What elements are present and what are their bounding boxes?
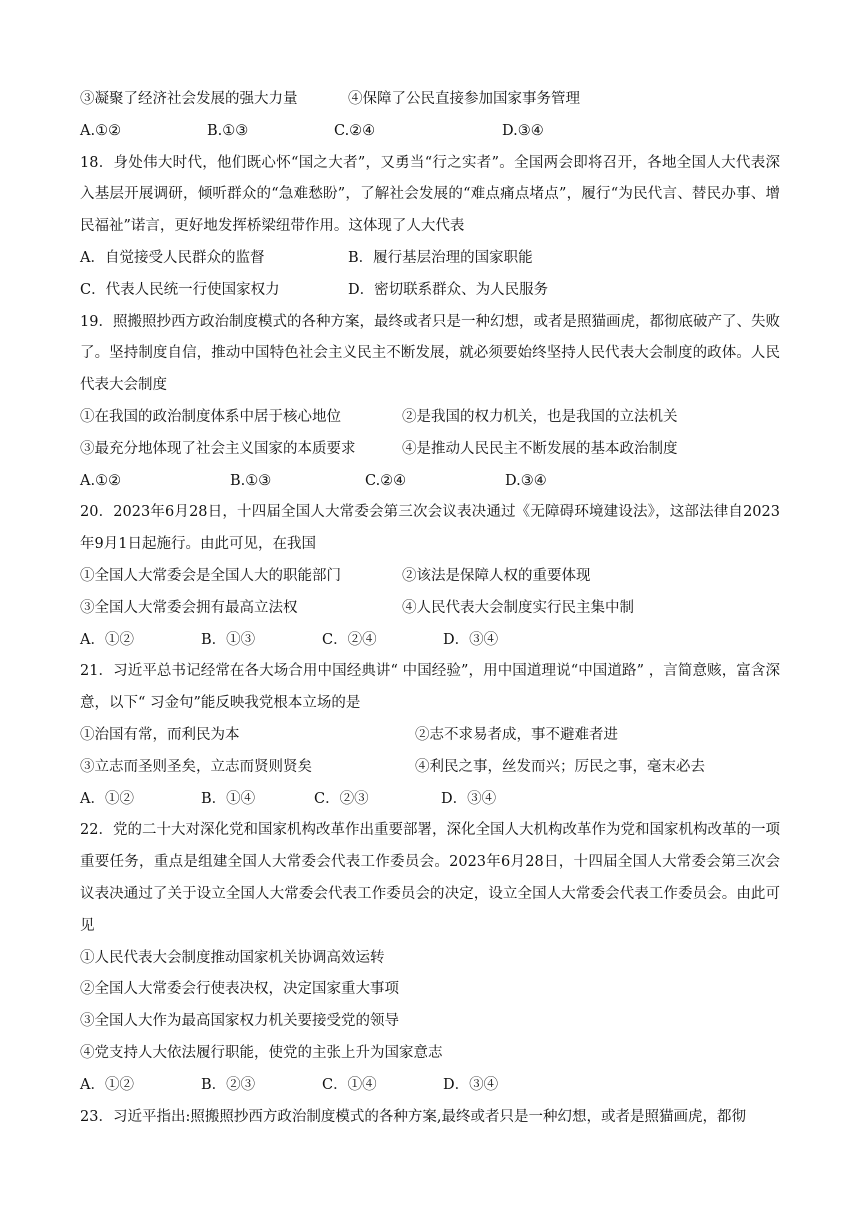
q19-option-4: ④是推动人民民主不断发展的基本政治制度 — [402, 440, 678, 457]
choice-a: A．①② — [80, 1076, 134, 1093]
choice-a: A．①② — [80, 631, 134, 648]
choice-a: A．①② — [80, 790, 134, 807]
q18-option-c: C．代表人民统一行使国家权力 — [80, 281, 280, 298]
q21-option-3: ③立志而圣则圣矣，立志而贤则贤矣 — [80, 758, 312, 775]
q17-option-4: ④保障了公民直接参加国家事务管理 — [348, 91, 580, 107]
q21-options-row-2 — [80, 752, 780, 784]
choice-b: B.①③ — [230, 472, 272, 489]
exam-page — [80, 84, 780, 1133]
q18-option-a: A．自觉接受人民群众的监督 — [80, 249, 265, 266]
q22-option-2: ②全国人大常委会行使表决权，决定国家重大事项 — [80, 981, 399, 998]
q22-option-1: ①人民代表大会制度推动国家机关协调高效运转 — [80, 949, 385, 966]
q20-option-1: ①全国人大常委会是全国人大的职能部门 — [80, 567, 341, 584]
choice-c: C.②④ — [365, 472, 407, 489]
q22-option-4: ④党支持人大依法履行职能，使党的主张上升为国家意志 — [80, 1044, 443, 1061]
q18-options-row-1 — [80, 243, 780, 275]
q17-choices — [80, 116, 780, 148]
q22-choices — [80, 1070, 780, 1102]
choice-c: C．②④ — [322, 631, 377, 648]
q22-option-3: ③全国人大作为最高国家权力机关要接受党的领导 — [80, 1013, 399, 1030]
choice-c: C.②④ — [334, 122, 376, 139]
q19-option-2: ②是我国的权力机关，也是我国的立法机关 — [402, 408, 678, 425]
q19-options-row-2 — [80, 434, 780, 466]
q21-option-2: ②志不求易者成，事不避难者进 — [415, 726, 618, 743]
q21-stem: 21．习近平总书记经常在各大场合用中国经典讲“ 中国经验”，用中国道理说“中国道路” ，言简意赅，富含深意，以下“ 习金句”能反映我党根本立场的是 — [80, 663, 780, 712]
q19-option-1: ①在我国的政治制度体系中居于核心地位 — [80, 408, 341, 425]
q21-options-row-1 — [80, 720, 780, 752]
q21-option-4: ④利民之事，丝发而兴；厉民之事，毫末必去 — [415, 758, 705, 775]
choice-a: A.①② — [80, 122, 122, 139]
q18-stem: 18．身处伟大时代，他们既心怀“国之大者”，又勇当“行之实者”。全国两会即将召开，各地全国人大代表深入基层开展调研，倾听群众的“急难愁盼”，了解社会发展的“难点痛点堵点”，履行“为民代言、替民办事、增民福祉”诺言，更好地发挥桥梁纽带作用。这体现了人大代表 — [80, 154, 780, 235]
choice-b: B．②③ — [201, 1076, 256, 1093]
choice-d: D.③④ — [505, 472, 547, 489]
choice-b: B.①③ — [207, 122, 249, 139]
q22-stem: 22．党的二十大对深化党和国家机构改革作出重要部署，深化全国人大机构改革作为党和国家机构改革的一项重要任务，重点是组建全国人大常委会代表工作委员会。2023年6月28日，十四届全国人大常委会第三次会议表决通过了关于设立全国人大常委会代表工作委员会的决定，设立全国人大常委会代表工作委员会。由此可见 — [80, 822, 780, 934]
q18-option-b: B．履行基层治理的国家职能 — [348, 249, 533, 266]
q20-options-row-2 — [80, 593, 780, 625]
q18-option-d: D．密切联系群众、为人民服务 — [348, 281, 549, 298]
q23-stem: 23．习近平指出:照搬照抄西方政治制度模式的各种方案,最终或者只是一种幻想，或者是照猫画虎，都彻 — [80, 1108, 746, 1125]
choice-b: B．①③ — [201, 631, 256, 648]
q19-stem: 19．照搬照抄西方政治制度模式的各种方案，最终或者只是一种幻想，或者是照猫画虎，都彻底破产了、失败了。坚持制度自信，推动中国特色社会主义民主不断发展，就必须要始终坚持人民代表大会制度的政体。人民代表大会制度 — [80, 313, 780, 394]
q19-choices — [80, 466, 780, 498]
q21-choices — [80, 784, 780, 816]
q20-stem: 20．2023年6月28日，十四届全国人大常委会第三次会议表决通过《无障碍环境建设法》，这部法律自2023年9月1日起施行。由此可见，在我国 — [80, 504, 780, 553]
q19-options-row-1 — [80, 402, 780, 434]
choice-d: D．③④ — [443, 1076, 499, 1093]
q18-options-row-2 — [80, 275, 780, 307]
choice-a: A.①② — [80, 472, 122, 489]
q17-options-row — [80, 84, 780, 116]
q20-option-2: ②该法是保障人权的重要体现 — [402, 567, 591, 584]
q20-option-4: ④人民代表大会制度实行民主集中制 — [402, 599, 634, 616]
q20-options-row-1 — [80, 561, 780, 593]
q19-option-3: ③最充分地体现了社会主义国家的本质要求 — [80, 440, 356, 457]
q20-option-3: ③全国人大常委会拥有最高立法权 — [80, 599, 298, 616]
q21-option-1: ①治国有常，而利民为本 — [80, 726, 240, 743]
choice-d: D．③④ — [441, 790, 497, 807]
choice-c: C．②③ — [314, 790, 369, 807]
choice-c: C．①④ — [322, 1076, 377, 1093]
choice-d: D．③④ — [443, 631, 499, 648]
choice-d: D.③④ — [502, 122, 544, 139]
q17-option-3: ③凝聚了经济社会发展的强大力量 — [80, 91, 298, 107]
q20-choices — [80, 625, 780, 657]
choice-b: B．①④ — [201, 790, 256, 807]
